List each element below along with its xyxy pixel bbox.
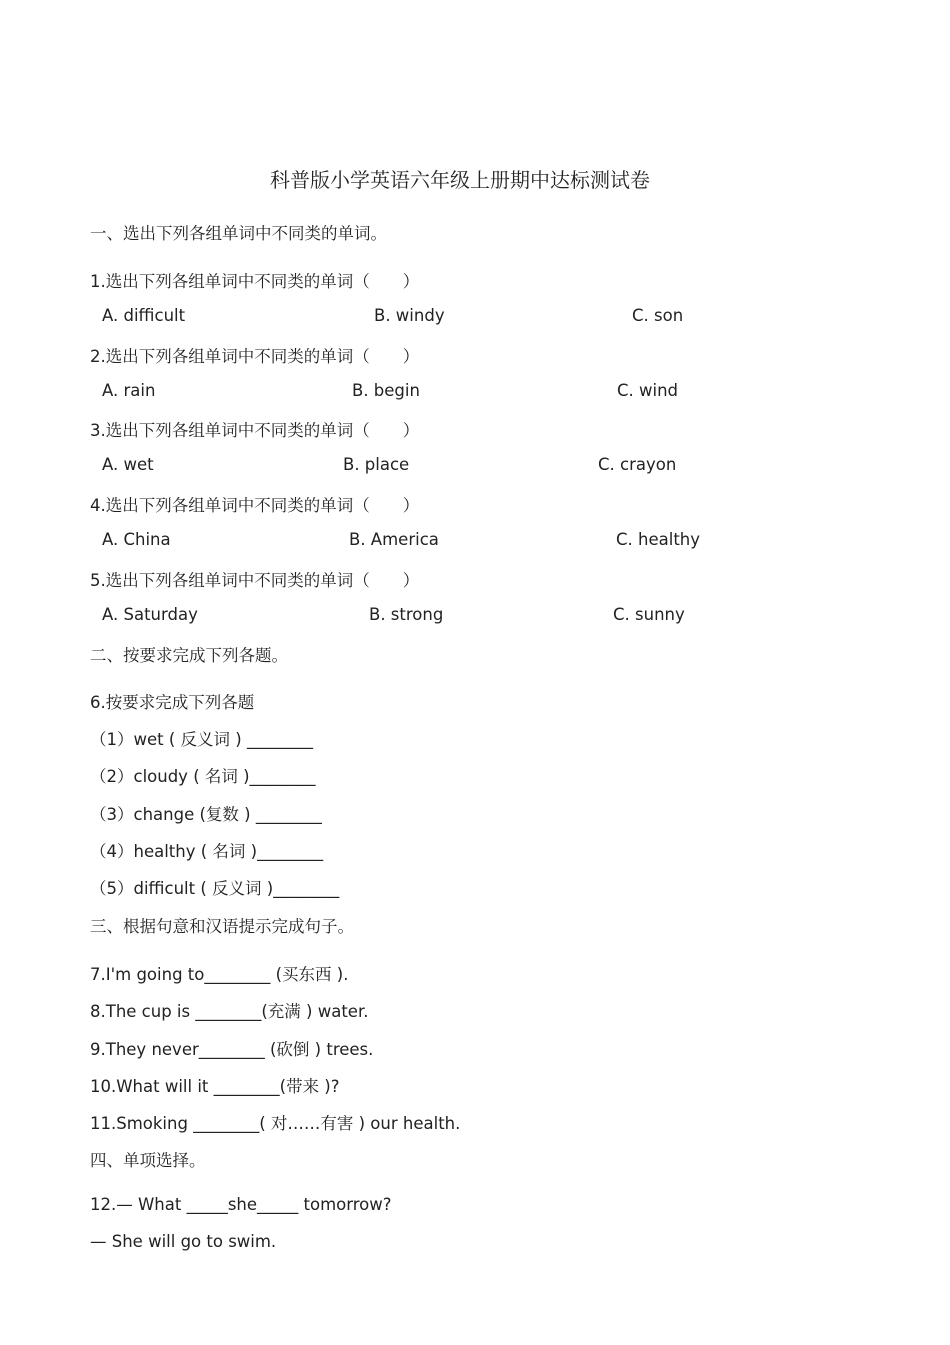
section-4-heading: 四、单项选择。 — [90, 1151, 206, 1170]
question-3-option-a: A. wet — [102, 455, 154, 474]
question-9: 9.They never________ (砍倒 ) trees. — [90, 1040, 374, 1059]
question-3-stem: 3.选出下列各组单词中不同类的单词（ ） — [90, 421, 420, 440]
question-3-option-c: C. crayon — [598, 455, 677, 474]
question-6-item: （5）difficult ( 反义词 )________ — [90, 879, 340, 898]
question-8: 8.The cup is ________(充满 ) water. — [90, 1002, 369, 1021]
question-12-answer: — She will go to swim. — [90, 1232, 277, 1251]
question-5-option-c: C. sunny — [613, 605, 685, 624]
question-11: 11.Smoking ________( 对……有害 ) our health. — [90, 1114, 461, 1133]
question-7: 7.I'm going to________ (买东西 ). — [90, 965, 349, 984]
page-title: 科普版小学英语六年级上册期中达标测试卷 — [270, 168, 650, 192]
question-1-option-b: B. windy — [374, 306, 445, 325]
question-5-stem: 5.选出下列各组单词中不同类的单词（ ） — [90, 571, 420, 590]
question-1-option-c: C. son — [632, 306, 684, 325]
question-6-stem: 6.按要求完成下列各题 — [90, 693, 255, 712]
question-4-option-a: A. China — [102, 530, 171, 549]
question-3-option-b: B. place — [343, 455, 410, 474]
question-4-option-c: C. healthy — [616, 530, 701, 549]
question-2-option-b: B. begin — [352, 381, 420, 400]
question-4-option-b: B. America — [349, 530, 439, 549]
question-6-item: （4）healthy ( 名词 )________ — [90, 842, 324, 861]
question-5-option-b: B. strong — [369, 605, 444, 624]
section-2-heading: 二、按要求完成下列各题。 — [90, 646, 288, 665]
question-4-stem: 4.选出下列各组单词中不同类的单词（ ） — [90, 496, 420, 515]
question-6-item: （3）change (复数 ) ________ — [90, 805, 322, 824]
question-1-option-a: A. difficult — [102, 306, 186, 325]
question-2-option-c: C. wind — [617, 381, 679, 400]
question-12-stem: 12.— What _____she_____ tomorrow? — [90, 1195, 392, 1214]
question-1-stem: 1.选出下列各组单词中不同类的单词（ ） — [90, 272, 420, 291]
question-6-item: （2）cloudy ( 名词 )________ — [90, 767, 316, 786]
question-5-option-a: A. Saturday — [102, 605, 198, 624]
question-2-stem: 2.选出下列各组单词中不同类的单词（ ） — [90, 347, 420, 366]
question-10: 10.What will it ________(带来 )? — [90, 1077, 340, 1096]
section-1-heading: 一、选出下列各组单词中不同类的单词。 — [90, 224, 387, 243]
question-6-item: （1）wet ( 反义词 ) ________ — [90, 730, 313, 749]
question-2-option-a: A. rain — [102, 381, 156, 400]
section-3-heading: 三、根据句意和汉语提示完成句子。 — [90, 917, 354, 936]
